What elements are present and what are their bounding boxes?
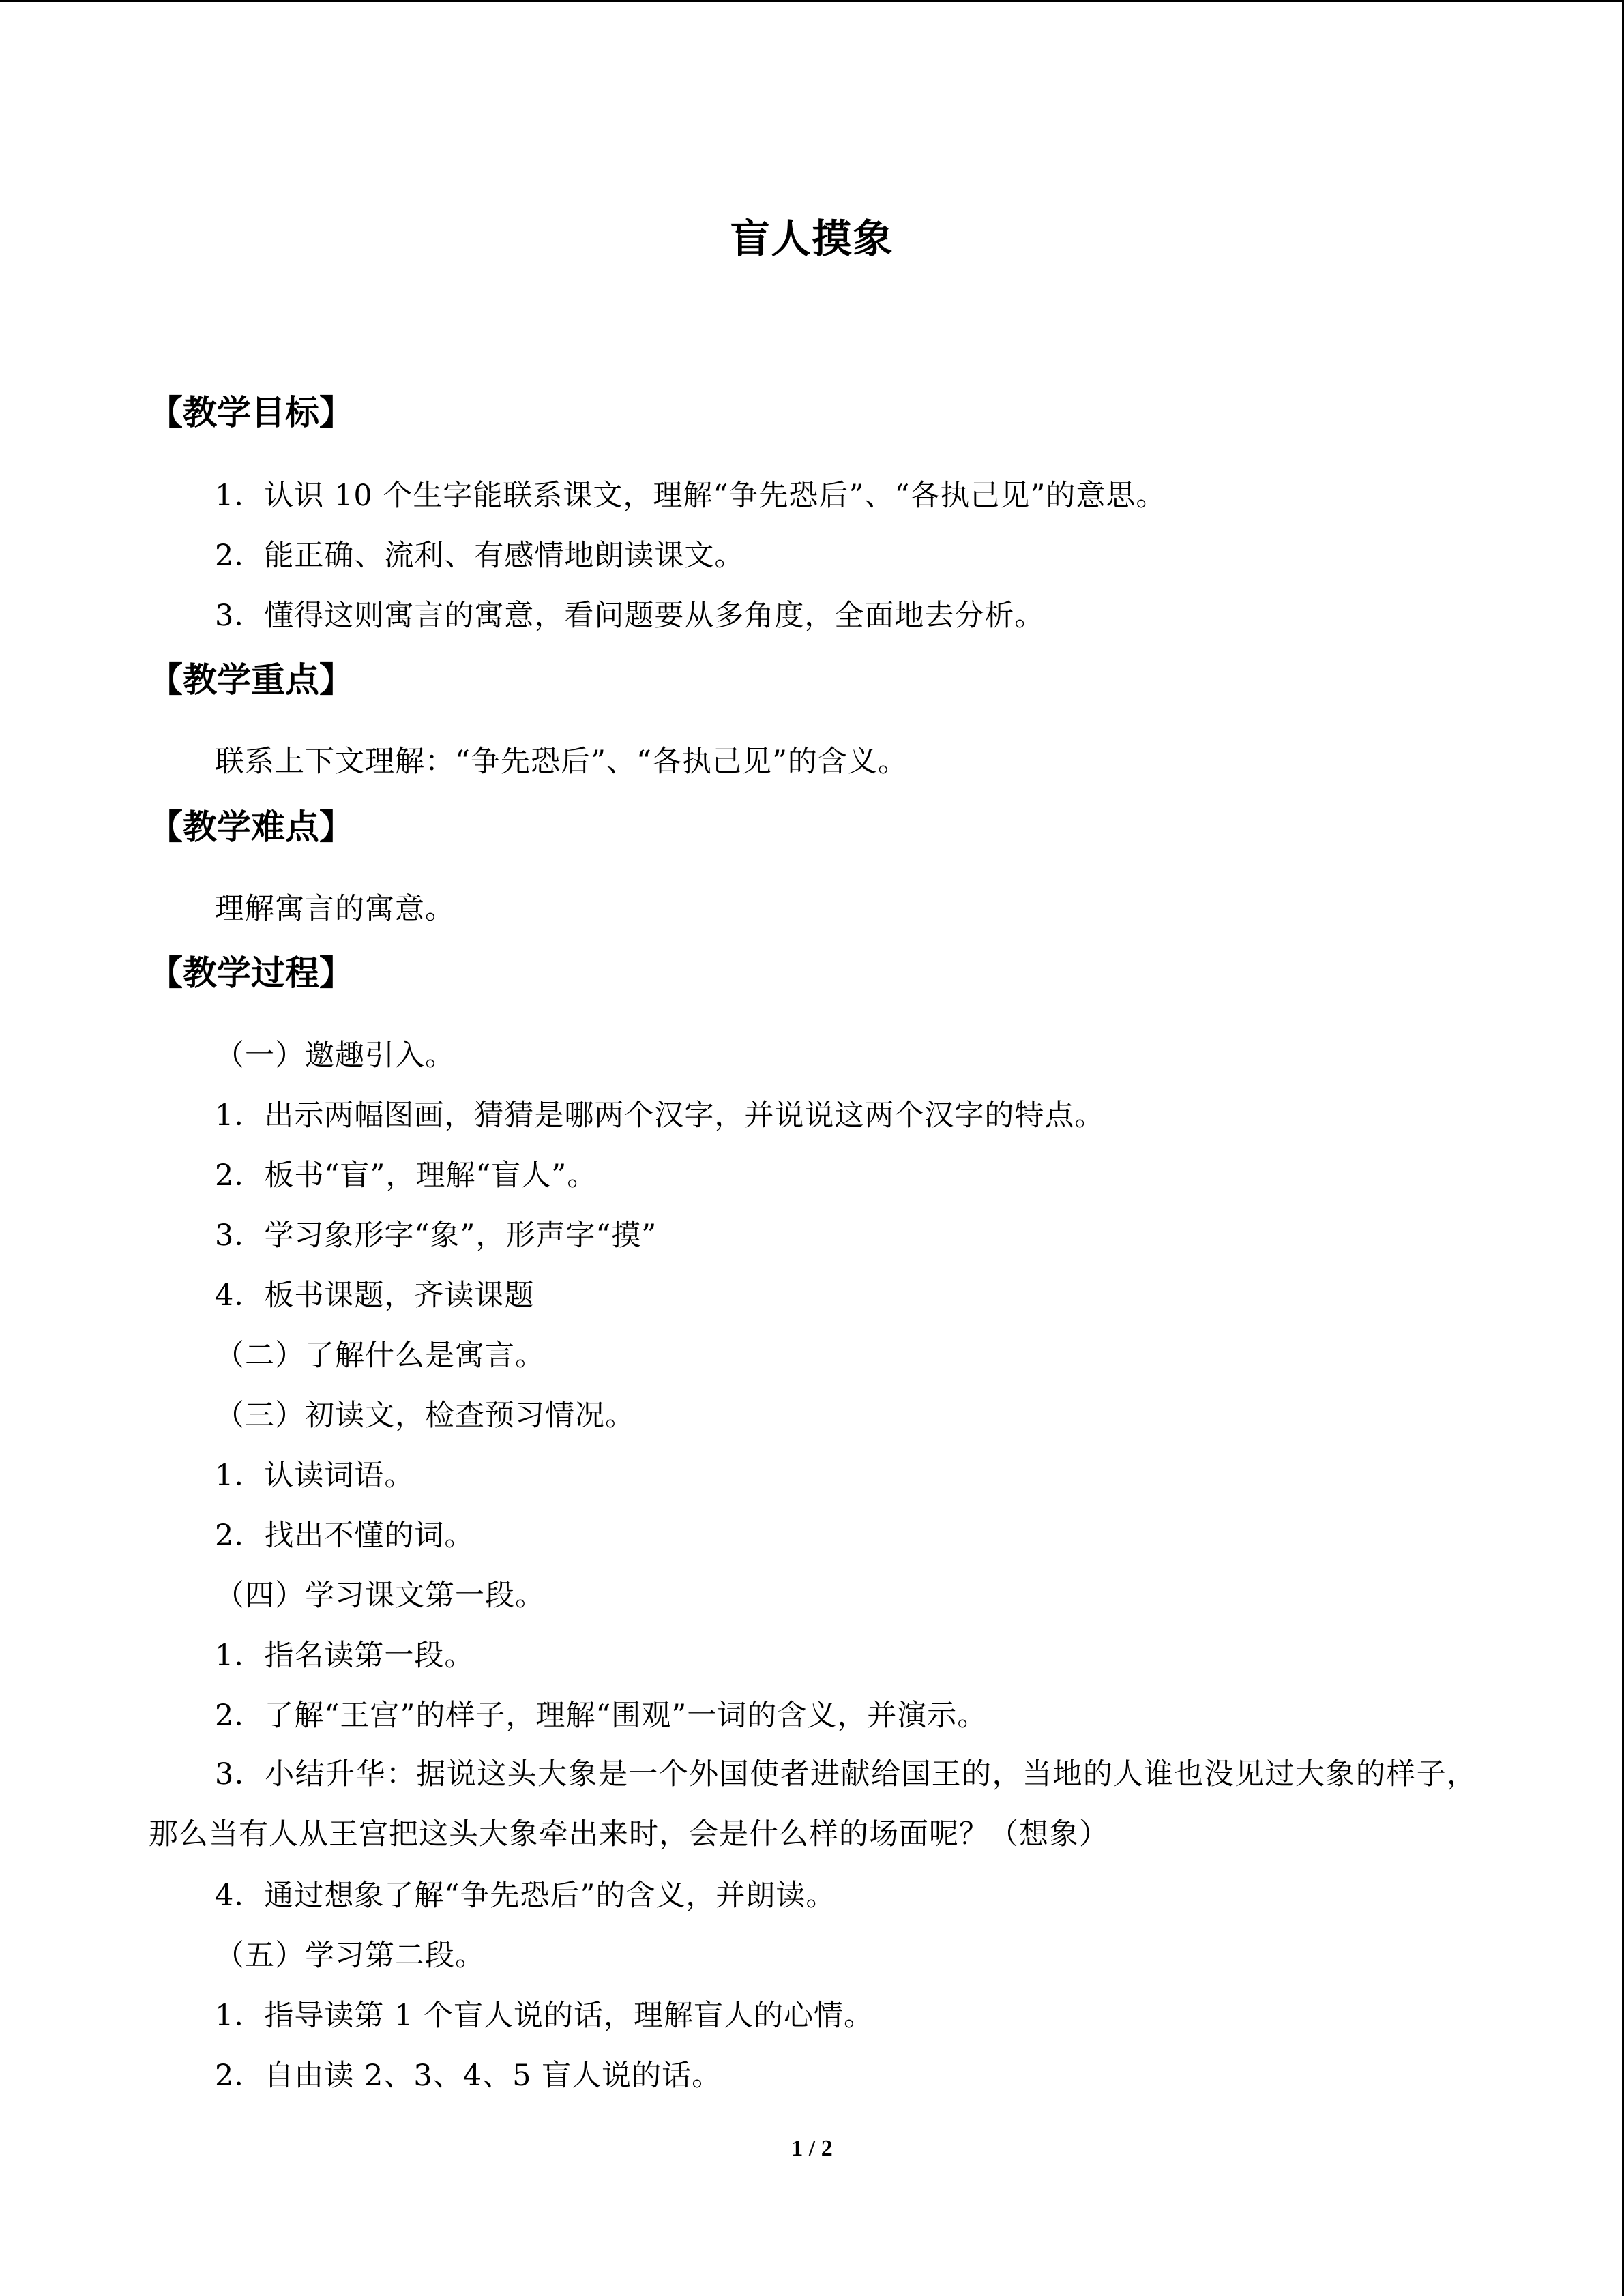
goal-item-1: 1．认识 10 个生字能联系课文，理解“争先恐后”、“各执己见”的意思。: [215, 479, 1166, 513]
process-line: 2．找出不懂的词。: [215, 1519, 475, 1553]
process-line: 4．板书课题，齐读课题: [215, 1279, 535, 1313]
heading-difficulty: 【教学难点】: [149, 807, 353, 847]
process-line: 1．出示两幅图画，猜猜是哪两个汉字，并说说这两个汉字的特点。: [215, 1099, 1105, 1133]
process-line: （二）了解什么是寓言。: [215, 1339, 545, 1373]
process-line: 1．指导读第 1 个盲人说的话，理解盲人的心情。: [215, 1999, 874, 2033]
page-border-top: [0, 0, 1624, 2]
heading-process: 【教学过程】: [149, 953, 353, 993]
process-line: （三）初读文，检查预习情况。: [215, 1399, 635, 1433]
process-line: （五）学习第二段。: [215, 1939, 485, 1973]
heading-goals: 【教学目标】: [149, 393, 353, 432]
process-line: 4．通过想象了解“争先恐后”的含义，并朗读。: [215, 1879, 836, 1913]
goal-item-2: 2．能正确、流利、有感情地朗读课文。: [215, 539, 745, 573]
page-number: 1 / 2: [791, 2136, 833, 2161]
process-line: 2．自由读 2、3、4、5 盲人说的话。: [215, 2059, 722, 2093]
heading-key: 【教学重点】: [149, 660, 353, 700]
process-line: 2．板书“盲”，理解“盲人”。: [215, 1159, 597, 1193]
document-title: 盲人摸象: [730, 215, 894, 262]
process-line: （四）学习课文第一段。: [215, 1579, 545, 1613]
goal-item-3: 3．懂得这则寓言的寓意，看问题要从多角度，全面地去分析。: [215, 599, 1045, 633]
process-paragraph: 3．小结升华：据说这头大象是一个外国使者进献给国王的，当地的人谁也没见过大象的样子，那么当有人从王宫把这头大象牵出来时，会是什么样的场面呢？（想象）: [149, 1757, 1477, 1851]
process-line: 1．指名读第一段。: [215, 1639, 475, 1673]
process-line: 1．认读词语。: [215, 1459, 415, 1493]
process-line: 3．学习象形字“象”，形声字“摸”: [215, 1219, 658, 1253]
key-text: 联系上下文理解：“争先恐后”、“各执己见”的含义。: [215, 745, 908, 779]
process-line: （一）邀趣引入。: [215, 1039, 455, 1073]
difficulty-text: 理解寓言的寓意。: [215, 892, 455, 926]
process-line: 2．了解“王宫”的样子，理解“围观”一词的含义，并演示。: [215, 1699, 988, 1733]
